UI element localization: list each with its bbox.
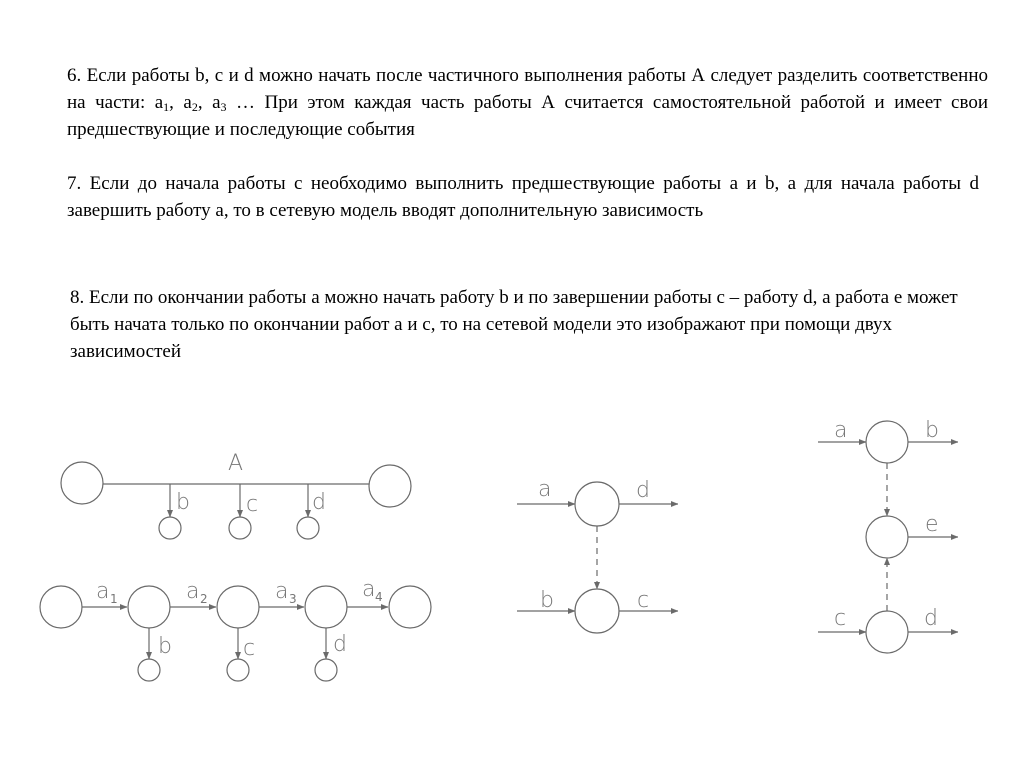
label-a1-sub: 1 xyxy=(110,592,118,606)
label-e: e xyxy=(925,512,939,537)
label-a3: a xyxy=(275,579,289,604)
event-node xyxy=(159,517,181,539)
label-c: c xyxy=(834,606,847,631)
event-node xyxy=(369,465,411,507)
p6-sub-1: 1 xyxy=(163,100,170,114)
event-node xyxy=(217,586,259,628)
event-node xyxy=(40,586,82,628)
event-node xyxy=(315,659,337,681)
label-a: a xyxy=(834,418,848,443)
paragraph-8: 8. Если по окончании работы а можно начать работу b и по завершении работы c – работу d, а работа е может быть начата только по окончании работ a и c, то на сетевой модели это изображают при помощи двух зависимостей xyxy=(70,287,958,362)
label-a2: a xyxy=(186,579,200,604)
event-node xyxy=(305,586,347,628)
label-a1: a xyxy=(96,579,110,604)
label-d: d xyxy=(333,632,347,657)
label-b: b xyxy=(540,588,554,613)
event-node xyxy=(866,516,908,558)
p6-sep-2: , а xyxy=(197,92,221,113)
p6-sub-3: 3 xyxy=(220,100,227,114)
event-node xyxy=(866,421,908,463)
label-A: A xyxy=(228,451,244,476)
event-node xyxy=(866,611,908,653)
label-d: d xyxy=(636,478,650,503)
event-node xyxy=(227,659,249,681)
label-b: b xyxy=(925,418,939,443)
event-node xyxy=(575,589,619,633)
event-node xyxy=(297,517,319,539)
label-d: d xyxy=(924,606,938,631)
event-node xyxy=(138,659,160,681)
event-node xyxy=(389,586,431,628)
label-c: c xyxy=(246,492,259,517)
label-b: b xyxy=(176,490,190,515)
p6-text-start: 6. Если работы b, c и d можно начать после частичного выполнения работы А следует разделить соответственно на части: а xyxy=(67,65,988,113)
event-node xyxy=(128,586,170,628)
event-node xyxy=(61,462,103,504)
event-node xyxy=(229,517,251,539)
p6-sep-1: , а xyxy=(169,92,192,113)
label-d: d xyxy=(312,490,326,515)
p6-text-end: … При этом каждая часть работы А считается самостоятельной работой и имеет свои предшествующие и последующие события xyxy=(67,92,988,140)
event-node xyxy=(575,482,619,526)
p6-sub-2: 2 xyxy=(191,100,198,114)
label-a4: a xyxy=(362,577,376,602)
label-c: c xyxy=(243,636,256,661)
label-a4-sub: 4 xyxy=(375,590,383,604)
label-b: b xyxy=(158,634,172,659)
label-a3-sub: 3 xyxy=(289,592,297,606)
label-c: c xyxy=(637,588,650,613)
paragraph-7: 7. Если до начала работы с необходимо выполнить предшествующие работы a и b, а для начала работы d завершить работу а, то в сетевую модель вводят дополнительную зависимость xyxy=(67,173,979,221)
label-a2-sub: 2 xyxy=(200,592,208,606)
label-a: a xyxy=(538,477,552,502)
